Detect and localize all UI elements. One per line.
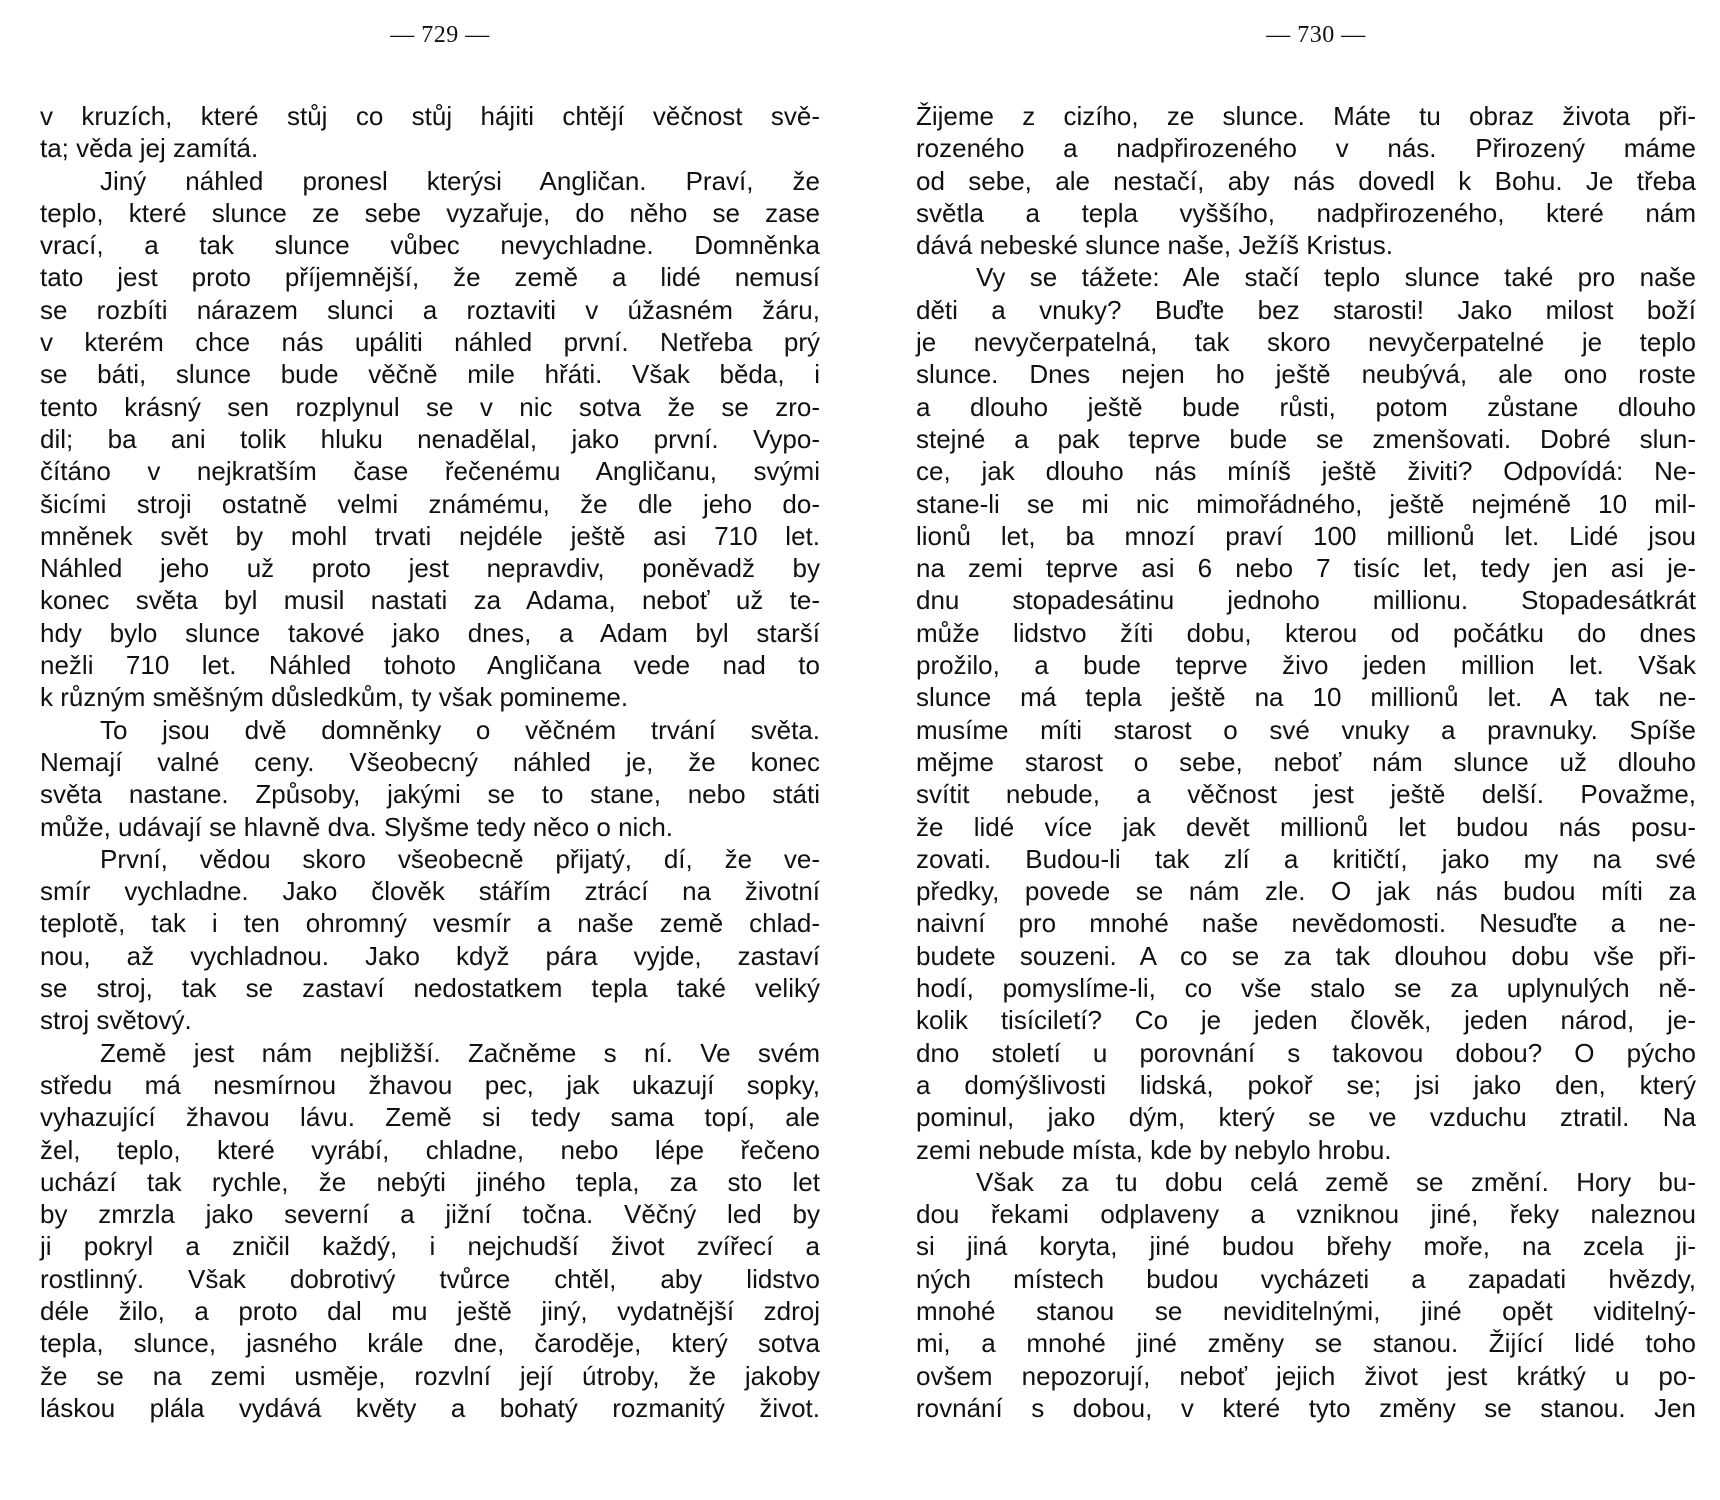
- text-line: vyhazující žhavou lávu. Země si tedy sama topí, ale: [40, 1102, 820, 1133]
- text-line: středu má nesmírnou žhavou pec, jak ukazují sopky,: [40, 1069, 820, 1100]
- text-line: láskou plála vydává květy a bohatý rozmanitý život.: [40, 1392, 820, 1423]
- text-line: smír vychladne. Jako člověk stářím ztrácí na životní: [40, 876, 820, 907]
- text-line: a dlouho ještě bude růsti, potom zůstane dlouho: [916, 391, 1696, 422]
- text-line: a domýšlivosti lidská, pokoř se; jsi jako den, který: [916, 1069, 1696, 1100]
- text-line: Vy se tážete: Ale stačí teplo slunce také pro naše: [976, 262, 1696, 293]
- text-line: musíme míti starost o své vnuky a pravnuky. Spíše: [916, 714, 1696, 745]
- text-line: že lidé více jak devět millionů let budou nás posu-: [916, 811, 1696, 842]
- text-line: mi, a mnohé jiné změny se stanou. Žijící lidé toho: [916, 1328, 1696, 1359]
- text-line: První, vědou skoro všeobecně přijatý, dí, že ve-: [100, 843, 820, 874]
- text-line: rostlinný. Však dobrotivý tvůrce chtěl, aby lidstvo: [40, 1263, 820, 1294]
- text-line: ce, jak dlouho nás míníš ještě živiti? Odpovídá: Ne-: [916, 456, 1696, 487]
- text-line: lionů let, ba mnozí praví 100 millionů let. Lidé jsou: [916, 520, 1696, 551]
- text-line: se báti, slunce bude věčně mile hřáti. Však běda, i: [40, 359, 820, 390]
- text-line: Jiný náhled pronesl kterýsi Angličan. Praví, že: [100, 165, 820, 196]
- text-line: mnohé stanou se neviditelnými, jiné opět viditelný-: [916, 1295, 1696, 1326]
- text-line: konec světa byl musil nastati za Adama, neboť už te-: [40, 585, 820, 616]
- text-line: To jsou dvě domněnky o věčném trvání světa.: [100, 714, 820, 745]
- text-line: světa nastane. Způsoby, jakými se to stane, nebo státi: [40, 779, 820, 810]
- text-line: si jiná koryta, jiné budou břehy moře, na zcela ji-: [916, 1231, 1696, 1262]
- text-line: předky, povede se nám zle. O jak nás budou míti za: [916, 876, 1696, 907]
- text-line: naivní pro mnohé naše nevědomosti. Nesuďte a ne-: [916, 908, 1696, 939]
- text-line: je nevyčerpatelná, tak skoro nevyčerpatelné je teplo: [916, 327, 1696, 358]
- text-line: čítáno v nejkratším čase řečenému Angličanu, svými: [40, 456, 820, 487]
- text-line: stejné a pak teprve bude se zmenšovati. Dobré slun-: [916, 423, 1696, 454]
- text-line: mějme starost o sebe, neboť nám slunce už dlouho: [916, 746, 1696, 777]
- page-number: — 729 —: [390, 22, 490, 48]
- page-text: [916, 100, 1696, 1424]
- text-line: světla a tepla vyššího, nadpřirozeného, které nám: [916, 197, 1696, 228]
- text-line: rozeného a nadpřirozeného v nás. Přirozený máme: [916, 133, 1696, 164]
- text-line: zovati. Budou-li tak zlí a kritičtí, jako my na své: [916, 843, 1696, 874]
- text-line: nežli 710 let. Náhled tohoto Angličana vede nad to: [40, 650, 820, 681]
- text-line: stroj světový.: [40, 1005, 192, 1036]
- text-line: hdy bylo slunce takové jako dnes, a Adam byl starší: [40, 617, 820, 648]
- text-line: šicími stroji ostatně velmi známému, že dle jeho do-: [40, 488, 820, 519]
- text-line: na zemi teprve asi 6 nebo 7 tisíc let, tedy jen asi je-: [916, 553, 1696, 584]
- text-line: dou řekami odplaveny a vzniknou jiné, řeky naleznou: [916, 1199, 1696, 1230]
- page-text: [40, 100, 820, 1424]
- text-line: se stroj, tak se zastaví nedostatkem tepla také veliký: [40, 973, 820, 1004]
- right-page: [916, 0, 1716, 1500]
- text-line: ovšem nepozorují, neboť jejich život jest krátký u po-: [916, 1360, 1696, 1391]
- text-line: nou, až vychladnou. Jako když pára vyjde, zastaví: [40, 940, 820, 971]
- text-line: by zmrzla jako severní a jižní točna. Věčný led by: [40, 1199, 820, 1230]
- text-line: může, udávají se hlavně dva. Slyšme tedy něco o nich.: [40, 811, 674, 842]
- text-line: ji pokryl a zničil každý, i nejchudší život zvířecí a: [40, 1231, 820, 1262]
- text-line: hodí, pomyslíme-li, co vše stalo se za uplynulých ně-: [916, 973, 1696, 1004]
- text-line: v kterém chce nás upáliti náhled první. Netřeba prý: [40, 327, 820, 358]
- text-line: svítit nebude, a věčnost jest ještě delší. Považme,: [916, 779, 1696, 810]
- text-line: Žijeme z cizího, ze slunce. Máte tu obraz života při-: [916, 101, 1696, 131]
- text-line: slunce. Dnes nejen ho ještě neubývá, ale ono roste: [916, 359, 1696, 390]
- text-line: může lidstvo žíti dobu, kterou od počátku do dnes: [916, 617, 1696, 648]
- text-line: v kruzích, které stůj co stůj hájiti chtějí věčnost svě-: [40, 101, 820, 131]
- text-line: Nemají valné ceny. Všeobecný náhled je, že konec: [40, 746, 820, 777]
- text-line: se rozbíti nárazem slunci a roztaviti v úžasném žáru,: [40, 294, 820, 325]
- text-line: žel, teplo, které vyrábí, chladne, nebo lépe řečeno: [40, 1134, 820, 1165]
- text-line: slunce má tepla ještě na 10 millionů let. A tak ne-: [916, 682, 1696, 713]
- left-page: [40, 0, 840, 1500]
- text-line: teplotě, tak i ten ohromný vesmír a naše země chlad-: [40, 908, 820, 939]
- text-line: dno století u porovnání s takovou dobou? O pýcho: [916, 1037, 1696, 1068]
- page-number: — 730 —: [1266, 22, 1366, 48]
- text-line: vrací, a tak slunce vůbec nevychladne. Domněnka: [40, 230, 820, 261]
- text-line: tato jest proto příjemnější, že země a lidé nemusí: [40, 262, 820, 293]
- text-line: zemi nebude místa, kde by nebylo hrobu.: [916, 1134, 1392, 1165]
- text-line: budete souzeni. A co se za tak dlouhou dobu vše při-: [916, 940, 1696, 971]
- text-line: déle žilo, a proto dal mu ještě jiný, vydatnější zdroj: [40, 1295, 820, 1326]
- text-line: tento krásný sen rozplynul se v nic sotva že se zro-: [40, 391, 820, 422]
- text-line: k různým směšným důsledkům, ty však pomineme.: [40, 682, 629, 713]
- text-line: ta; věda jej zamítá.: [40, 133, 259, 164]
- text-line: že se na zemi usměje, rozvlní její útroby, že jakoby: [40, 1360, 820, 1391]
- text-line: prožilo, a bude teprve živo jeden million let. Však: [916, 650, 1696, 681]
- text-line: Však za tu dobu celá země se změní. Hory bu-: [976, 1166, 1696, 1197]
- text-line: stane-li se mi nic mimořádného, ještě nejméně 10 mil-: [916, 488, 1696, 519]
- text-line: Země jest nám nejbližší. Začněme s ní. Ve svém: [100, 1037, 820, 1068]
- text-line: od sebe, ale nestačí, aby nás dovedl k Bohu. Je třeba: [916, 165, 1696, 196]
- text-line: Náhled jeho už proto jest nepravdiv, poněvadž by: [40, 553, 820, 584]
- text-line: dnu stopadesátinu jednoho millionu. Stopadesátkrát: [916, 585, 1696, 616]
- text-line: tepla, slunce, jasného krále dne, čaroděje, který sotva: [40, 1328, 820, 1359]
- text-line: pominul, jako dým, který se ve vzduchu ztratil. Na: [916, 1102, 1696, 1133]
- text-line: uchází tak rychle, že nebýti jiného tepla, za sto let: [40, 1166, 820, 1197]
- text-line: děti a vnuky? Buďte bez starosti! Jako milost boží: [916, 294, 1696, 325]
- text-line: dil; ba ani tolik hluku nenadělal, jako první. Vypo-: [40, 423, 820, 454]
- text-line: dává nebeské slunce naše, Ježíš Kristus.: [916, 230, 1393, 261]
- text-line: ných místech budou vycházeti a zapadati hvězdy,: [916, 1263, 1696, 1294]
- text-line: mněnek svět by mohl trvati nejdéle ještě asi 710 let.: [40, 520, 820, 551]
- text-line: kolik tisíciletí? Co je jeden člověk, jeden národ, je-: [916, 1005, 1696, 1036]
- text-line: teplo, které slunce ze sebe vyzařuje, do něho se zase: [40, 197, 820, 228]
- text-line: rovnání s dobou, v které tyto změny se stanou. Jen: [916, 1392, 1696, 1423]
